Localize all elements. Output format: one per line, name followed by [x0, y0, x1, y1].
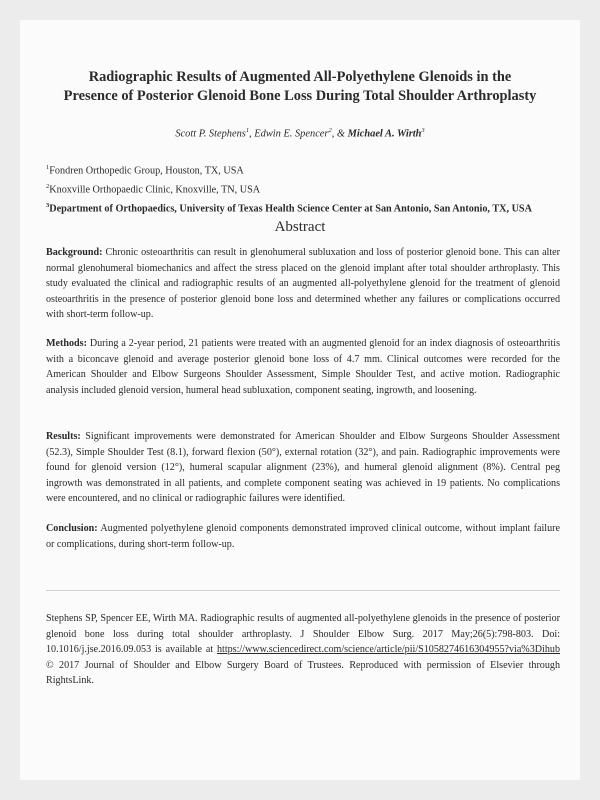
- author-sup: 1: [245, 127, 250, 134]
- affiliation-sup: 2: [46, 182, 50, 190]
- author-name: Edwin E. Spencer: [254, 128, 329, 140]
- citation-text: Stephens SP, Spencer EE, Wirth MA. Radiographic results of augmented all-polyethylene glenoids in the presence of posterior glenoid bone loss during total shoulder arthroplasty. J Shoulder Elbow Surg. 2017 May;26(5):798-803. Doi: 10.1016/j.jse.2016.09.053 is available at: [46, 613, 560, 656]
- author-sup: 3: [421, 127, 425, 134]
- abstract-background: [46, 245, 560, 323]
- paper-title: Radiographic Results of Augmented All-Polyethylene Glenoids in the Presence of Posterior Glenoid Bone Loss During Total Shoulder Arthroplasty: [63, 69, 537, 104]
- affiliation-item: [46, 160, 576, 179]
- citation-link[interactable]: https://www.sciencedirect.com/science/article/pii/S1058274616304955?via%3Dihub: [216, 644, 560, 656]
- section-label: Results:: [46, 431, 81, 442]
- affiliation-text: Department of Orthopaedics, University of Texas Health Science Center at San Antonio, San Antonio, TX, USA: [49, 203, 532, 215]
- section-text: During a 2-year period, 21 patients were treated with an augmented glenoid for an index diagnosis of osteoarthritis with a biconcave glenoid and average posterior glenoid bone loss of 4.7 mm. Clinical outcomes were recorded for the American Shoulder and Elbow Surgeons Shoulder Assessment, Simple Shoulder Test, and active motion. Radiographic analysis included glenoid version, humeral head subluxation, component seating, ingrowth, and loosening.: [46, 338, 560, 396]
- affiliation-sup: 1: [46, 164, 50, 171]
- citation: [46, 611, 560, 689]
- abstract-results: [46, 429, 560, 507]
- abstract-heading: Abstract: [274, 219, 326, 235]
- author-separator: , &: [331, 128, 348, 140]
- affiliation-text: Fondren Orthopedic Group, Houston, TX, USA: [49, 165, 244, 177]
- author-sup: 2: [328, 127, 332, 134]
- section-text: Chronic osteoarthritis can result in glenohumeral subluxation and loss of posterior glenoid bone. This can alter normal glenohumeral biomechanics and affect the stress placed on the glenoid implant after total shoulder arthroplasty. This study evaluated the clinical and radiographic results of an augmented all-polyethylene glenoid for the treatment of glenoid osteoarthritis in the presence of posterior glenoid bone loss and determined whether any failures or complications occurred with short-term follow-up.: [46, 247, 560, 321]
- affiliations: [46, 160, 576, 217]
- section-text: Significant improvements were demonstrated for American Shoulder and Elbow Surgeons Shoulder Assessment (52.3), Simple Shoulder Test (8.1), forward flexion (50°), external rotation (32°), and pain. Radiographic improvements were found for glenoid version (12°), humeral scapular alignment (23%), and humeral glenoid alignment (8%). Central peg ingrowth was demonstrated in all patients, and complete component seating was achieved in 19 patients. No complications were encountered, and no clinical or radiographic failures were identified.: [46, 431, 560, 505]
- affiliation-item: [46, 179, 576, 198]
- affiliation-sup: 3: [46, 201, 50, 209]
- divider: [46, 590, 560, 591]
- affiliation-item: [46, 198, 576, 217]
- author-separator: ,: [249, 128, 255, 140]
- section-text: Augmented polyethylene glenoid components demonstrated improved clinical outcome, without implant failure or complications, during short-term follow-up.: [46, 523, 560, 550]
- abstract-conclusion: [46, 521, 560, 552]
- author-name-corresponding: Michael A. Wirth: [347, 128, 422, 140]
- section-label: Conclusion:: [46, 523, 98, 534]
- author-line: [20, 124, 580, 141]
- section-label: Background:: [46, 247, 103, 258]
- document-page: [20, 20, 580, 780]
- citation-text-after: © 2017 Journal of Shoulder and Elbow Surgery Board of Trustees. Reproduced with permission of Elsevier through RightsLink.: [46, 659, 560, 687]
- section-label: Methods:: [46, 338, 87, 349]
- author-name: Scott P. Stephens: [175, 128, 246, 140]
- affiliation-text: Knoxville Orthopaedic Clinic, Knoxville, TN, USA: [49, 184, 261, 196]
- abstract-methods: [46, 336, 560, 398]
